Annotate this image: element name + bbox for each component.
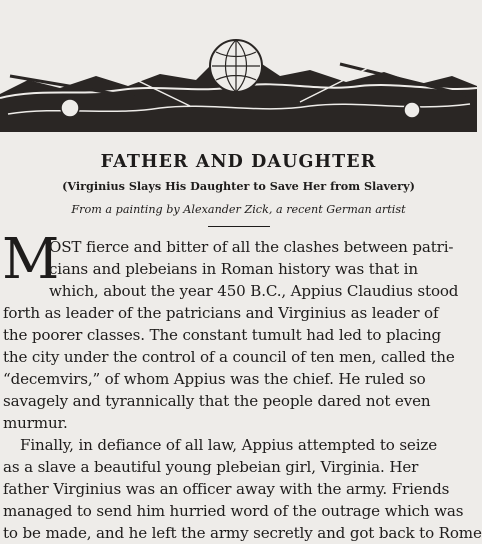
body-line: cians and plebeians in Roman history was that in (49, 260, 418, 278)
body-line: the city under the control of a council of ten men, called the (3, 348, 455, 366)
body-line: forth as leader of the patricians and Virginius as leader of (3, 304, 439, 322)
body-line: which, about the year 450 B.C., Appius Claudius stood (49, 282, 459, 300)
body-line: murmur. (3, 414, 68, 432)
body-line: to be made, and he left the army secretly and got back to Rome (3, 524, 482, 542)
article-subtitle: (Virginius Slays His Daughter to Save Her from Slavery) (62, 179, 415, 193)
decorative-header-engraving (0, 36, 477, 132)
title-divider (208, 226, 270, 227)
body-line: managed to send him hurried word of the outrage which was (3, 502, 464, 520)
article-title: FATHER AND DAUGHTER (100, 152, 377, 172)
body-line: OST fierce and bitter of all the clashes between patri- (49, 238, 454, 256)
body-line: savagely and tyrannically that the people dared not even (3, 392, 431, 410)
drop-cap: M (2, 227, 60, 292)
body-line: as a slave a beautiful young plebeian girl, Virginia. Her (3, 458, 419, 476)
body-line: father Virginius was an officer away with the army. Friends (3, 480, 450, 498)
body-line: Finally, in defiance of all law, Appius attempted to seize (20, 436, 437, 454)
body-line: “decemvirs,” of whom Appius was the chief. He ruled so (3, 370, 426, 388)
image-credit: From a painting by Alexander Zick, a recent German artist (71, 203, 406, 216)
body-line: the poorer classes. The constant tumult had led to placing (3, 326, 442, 344)
